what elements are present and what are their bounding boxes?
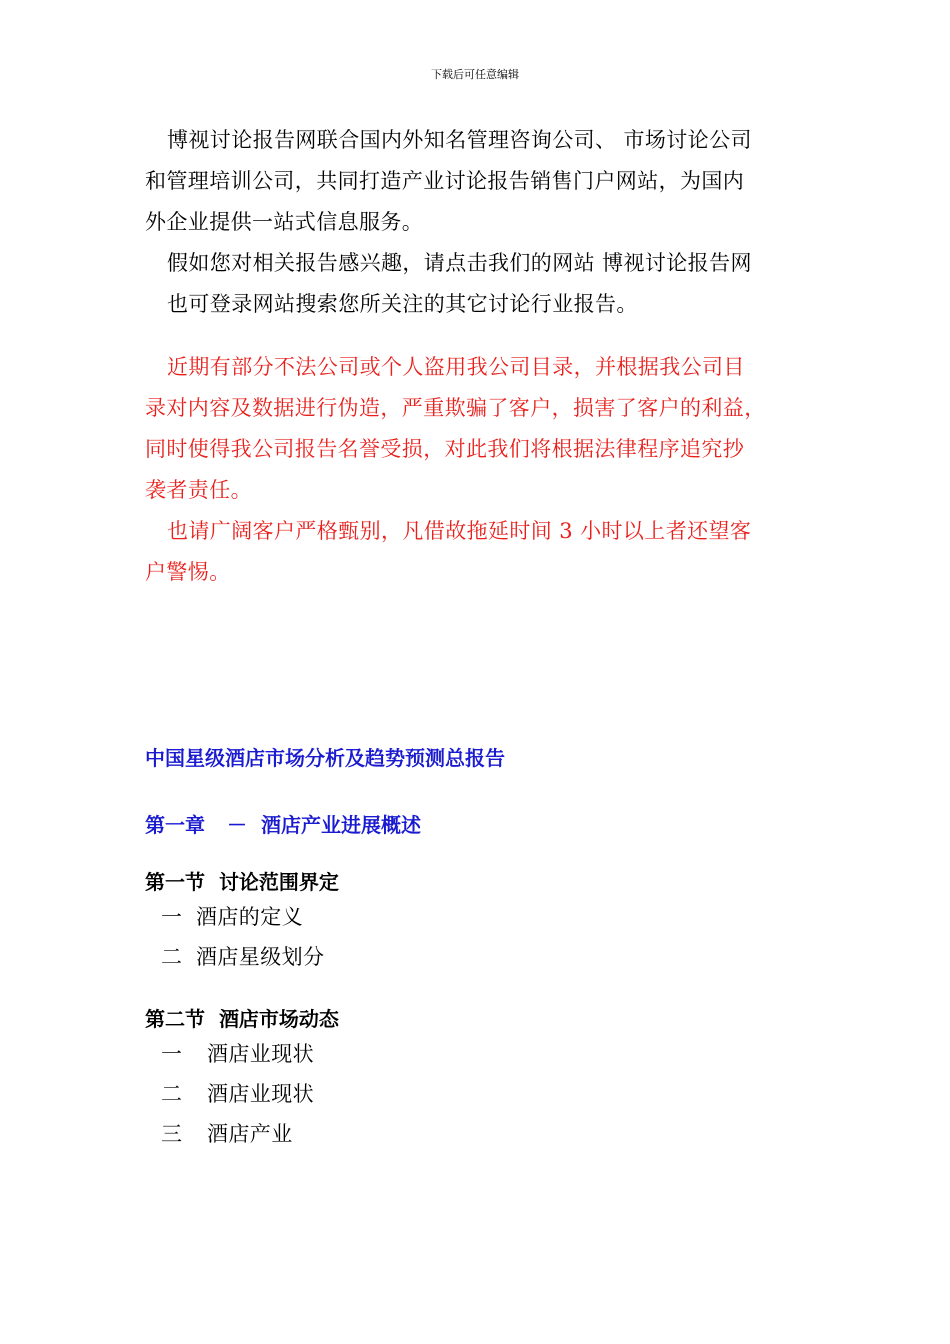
section-name: 讨论范围界定	[218, 870, 339, 894]
section-title	[145, 1004, 810, 1034]
toc-item-number: 三	[161, 1122, 183, 1146]
chapter-name: 酒店产业进展概述	[261, 813, 421, 837]
toc-item-number: 二	[161, 1082, 183, 1106]
warning-paragraph-line: 也请广阔客户严格甄别，凡借故拖延时间 3 小时以上者还望客	[167, 519, 752, 543]
intro-block	[145, 120, 810, 325]
toc-item	[145, 1114, 810, 1154]
document-body	[145, 120, 810, 1154]
toc-item-text: 酒店星级划分	[196, 945, 325, 969]
chapter-title	[145, 810, 810, 840]
intro-paragraph-line: 外企业提供一站式信息服务。	[145, 210, 424, 234]
intro-paragraph-line: 和管理培训公司，共同打造产业讨论报告销售门户网站，为国内	[145, 169, 745, 193]
warning-paragraph-line: 袭者责任。	[145, 478, 252, 502]
toc-item	[145, 1074, 810, 1114]
toc-item-number: 一	[161, 1042, 183, 1066]
toc-item	[145, 897, 810, 937]
toc-item-text: 酒店业现状	[207, 1042, 314, 1066]
warning-block	[145, 347, 810, 593]
chapter-dash: －	[227, 813, 247, 837]
warning-paragraph-line: 户警惕。	[145, 560, 231, 584]
warning-paragraph-line: 录对内容及数据进行伪造，严重欺骗了客户，损害了客户的利益，	[145, 396, 766, 420]
toc-item-number: 二	[161, 945, 183, 969]
section-title	[145, 867, 810, 897]
toc-item-text: 酒店业现状	[207, 1082, 314, 1106]
toc-item	[145, 1034, 810, 1074]
toc-item-text: 酒店产业	[207, 1122, 293, 1146]
intro-paragraph-line: 假如您对相关报告感兴趣，请点击我们的网站 博视讨论报告网	[167, 251, 752, 275]
warning-paragraph-line: 同时使得我公司报告名誉受损，对此我们将根据法律程序追究抄	[145, 437, 745, 461]
section-label: 第一节	[145, 870, 205, 894]
intro-paragraph-line: 也可登录网站搜索您所关注的其它讨论行业报告。	[167, 292, 638, 316]
warning-paragraph-line: 近期有部分不法公司或个人盗用我公司目录，并根据我公司目	[167, 355, 745, 379]
section-label: 第二节	[145, 1007, 205, 1031]
report-title: 中国星级酒店市场分析及趋势预测总报告	[145, 746, 505, 770]
chapter-label: 第一章	[145, 813, 205, 837]
section-name: 酒店市场动态	[218, 1007, 339, 1031]
toc-item-text: 酒店的定义	[196, 905, 303, 929]
intro-paragraph-line: 博视讨论报告网联合国内外知名管理咨询公司、 市场讨论公司	[167, 128, 752, 152]
toc-item	[145, 937, 810, 977]
header-note: 下载后可任意编辑	[431, 68, 519, 81]
toc-item-number: 一	[161, 905, 183, 929]
